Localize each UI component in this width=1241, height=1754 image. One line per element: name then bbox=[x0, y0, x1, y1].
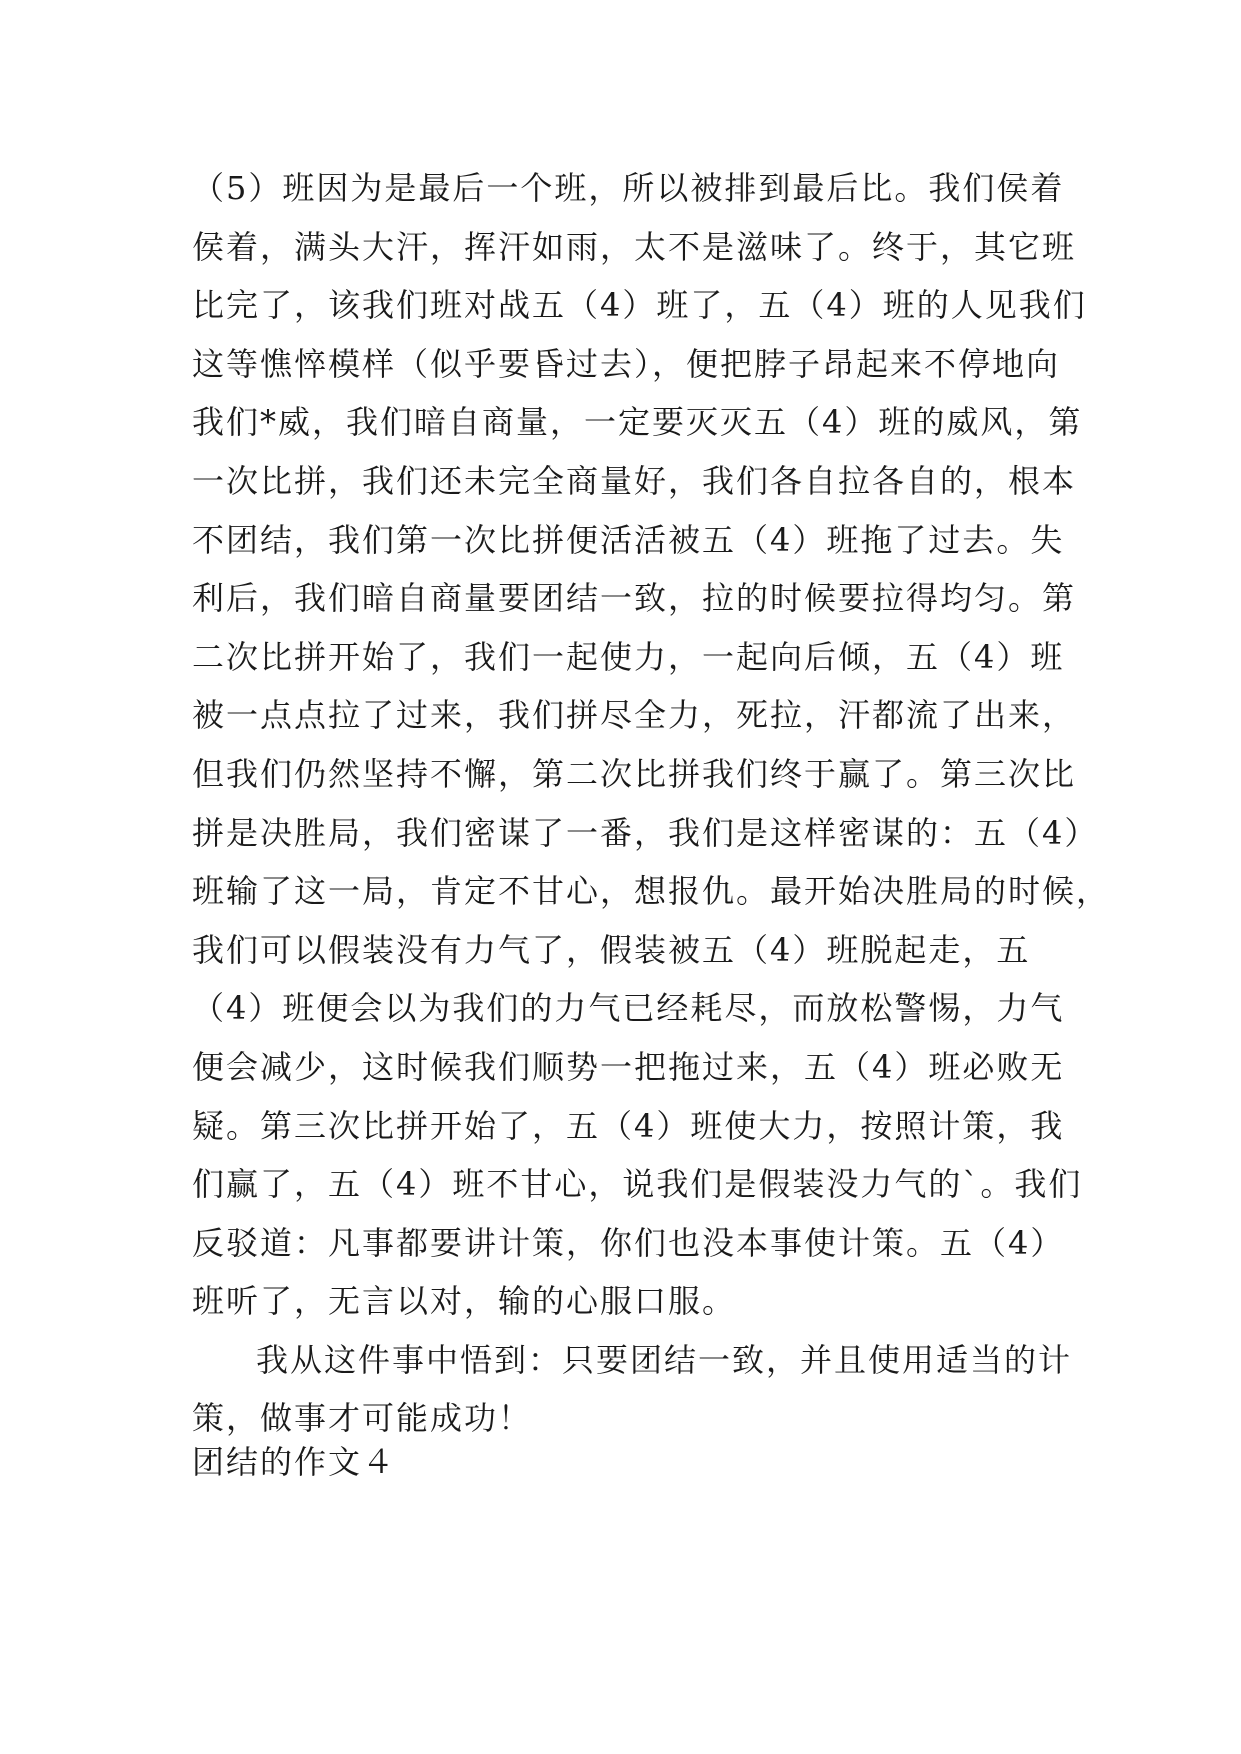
text-line: 班输了这一局，肯定不甘心，想报仇。最开始决胜局的时候， bbox=[192, 872, 1111, 911]
text-line: 这等憔悴模样（似乎要昏过去），便把脖子昂起来不停地向 bbox=[192, 344, 1061, 383]
text-line: 拼是决胜局，我们密谋了一番，我们是这样密谋的：五（4） bbox=[192, 813, 1099, 852]
text-line: 被一点点拉了过来，我们拼尽全力，死拉，汗都流了出来， bbox=[192, 696, 1077, 735]
text-line: （5）班因为是最后一个班，所以被排到最后比。我们侯着 bbox=[192, 169, 1065, 207]
text-line: 侯着，满头大汗，挥汗如雨，太不是滋味了。终于，其它班 bbox=[192, 227, 1077, 266]
text-line: 疑。第三次比拼开始了，五（4）班使大力，按照计策，我 bbox=[192, 1106, 1065, 1145]
text-line: 策，做事才可能成功！ bbox=[192, 1399, 533, 1438]
text-line: 班听了，无言以对，输的心服口服。 bbox=[192, 1282, 737, 1321]
text-line: 们赢了，五（4）班不甘心，说我们是假装没力气的`。我们 bbox=[192, 1165, 1083, 1204]
text-line: 便会减少，这时候我们顺势一把拖过来，五（4）班必败无 bbox=[192, 1047, 1065, 1086]
essay-body bbox=[192, 159, 1111, 1448]
text-line: 我从这件事中悟到：只要团结一致，并且使用适当的计 bbox=[256, 1340, 1073, 1379]
text-line: 反驳道：凡事都要讲计策，你们也没本事使计策。五（4） bbox=[192, 1223, 1065, 1262]
text-line: 我们*威，我们暗自商量，一定要灭灭五（4）班的威风，第 bbox=[192, 403, 1083, 442]
paragraph-1 bbox=[192, 159, 1111, 1331]
text-line: 但我们仍然坚持不懈，第二次比拼我们终于赢了。第三次比 bbox=[192, 754, 1077, 793]
text-line: （4）班便会以为我们的力气已经耗尽，而放松警惕，力气 bbox=[192, 989, 1065, 1028]
text-line: 我们可以假装没有力气了，假装被五（4）班脱起走，五 bbox=[192, 930, 1031, 969]
text-line: 不团结，我们第一次比拼便活活被五（4）班拖了过去。失 bbox=[192, 520, 1065, 559]
text-line: 一次比拼，我们还未完全商量好，我们各自拉各自的，根本 bbox=[192, 461, 1077, 500]
text-line: 比完了，该我们班对战五（4）班了，五（4）班的人见我们 bbox=[192, 286, 1087, 325]
text-line: 利后，我们暗自商量要团结一致，拉的时候要拉得均匀。第 bbox=[192, 579, 1077, 618]
section-heading: 团结的作文４ bbox=[192, 1443, 397, 1481]
paragraph-2 bbox=[192, 1331, 1073, 1448]
text-line: 二次比拼开始了，我们一起使力，一起向后倾，五（4）班 bbox=[192, 637, 1065, 676]
